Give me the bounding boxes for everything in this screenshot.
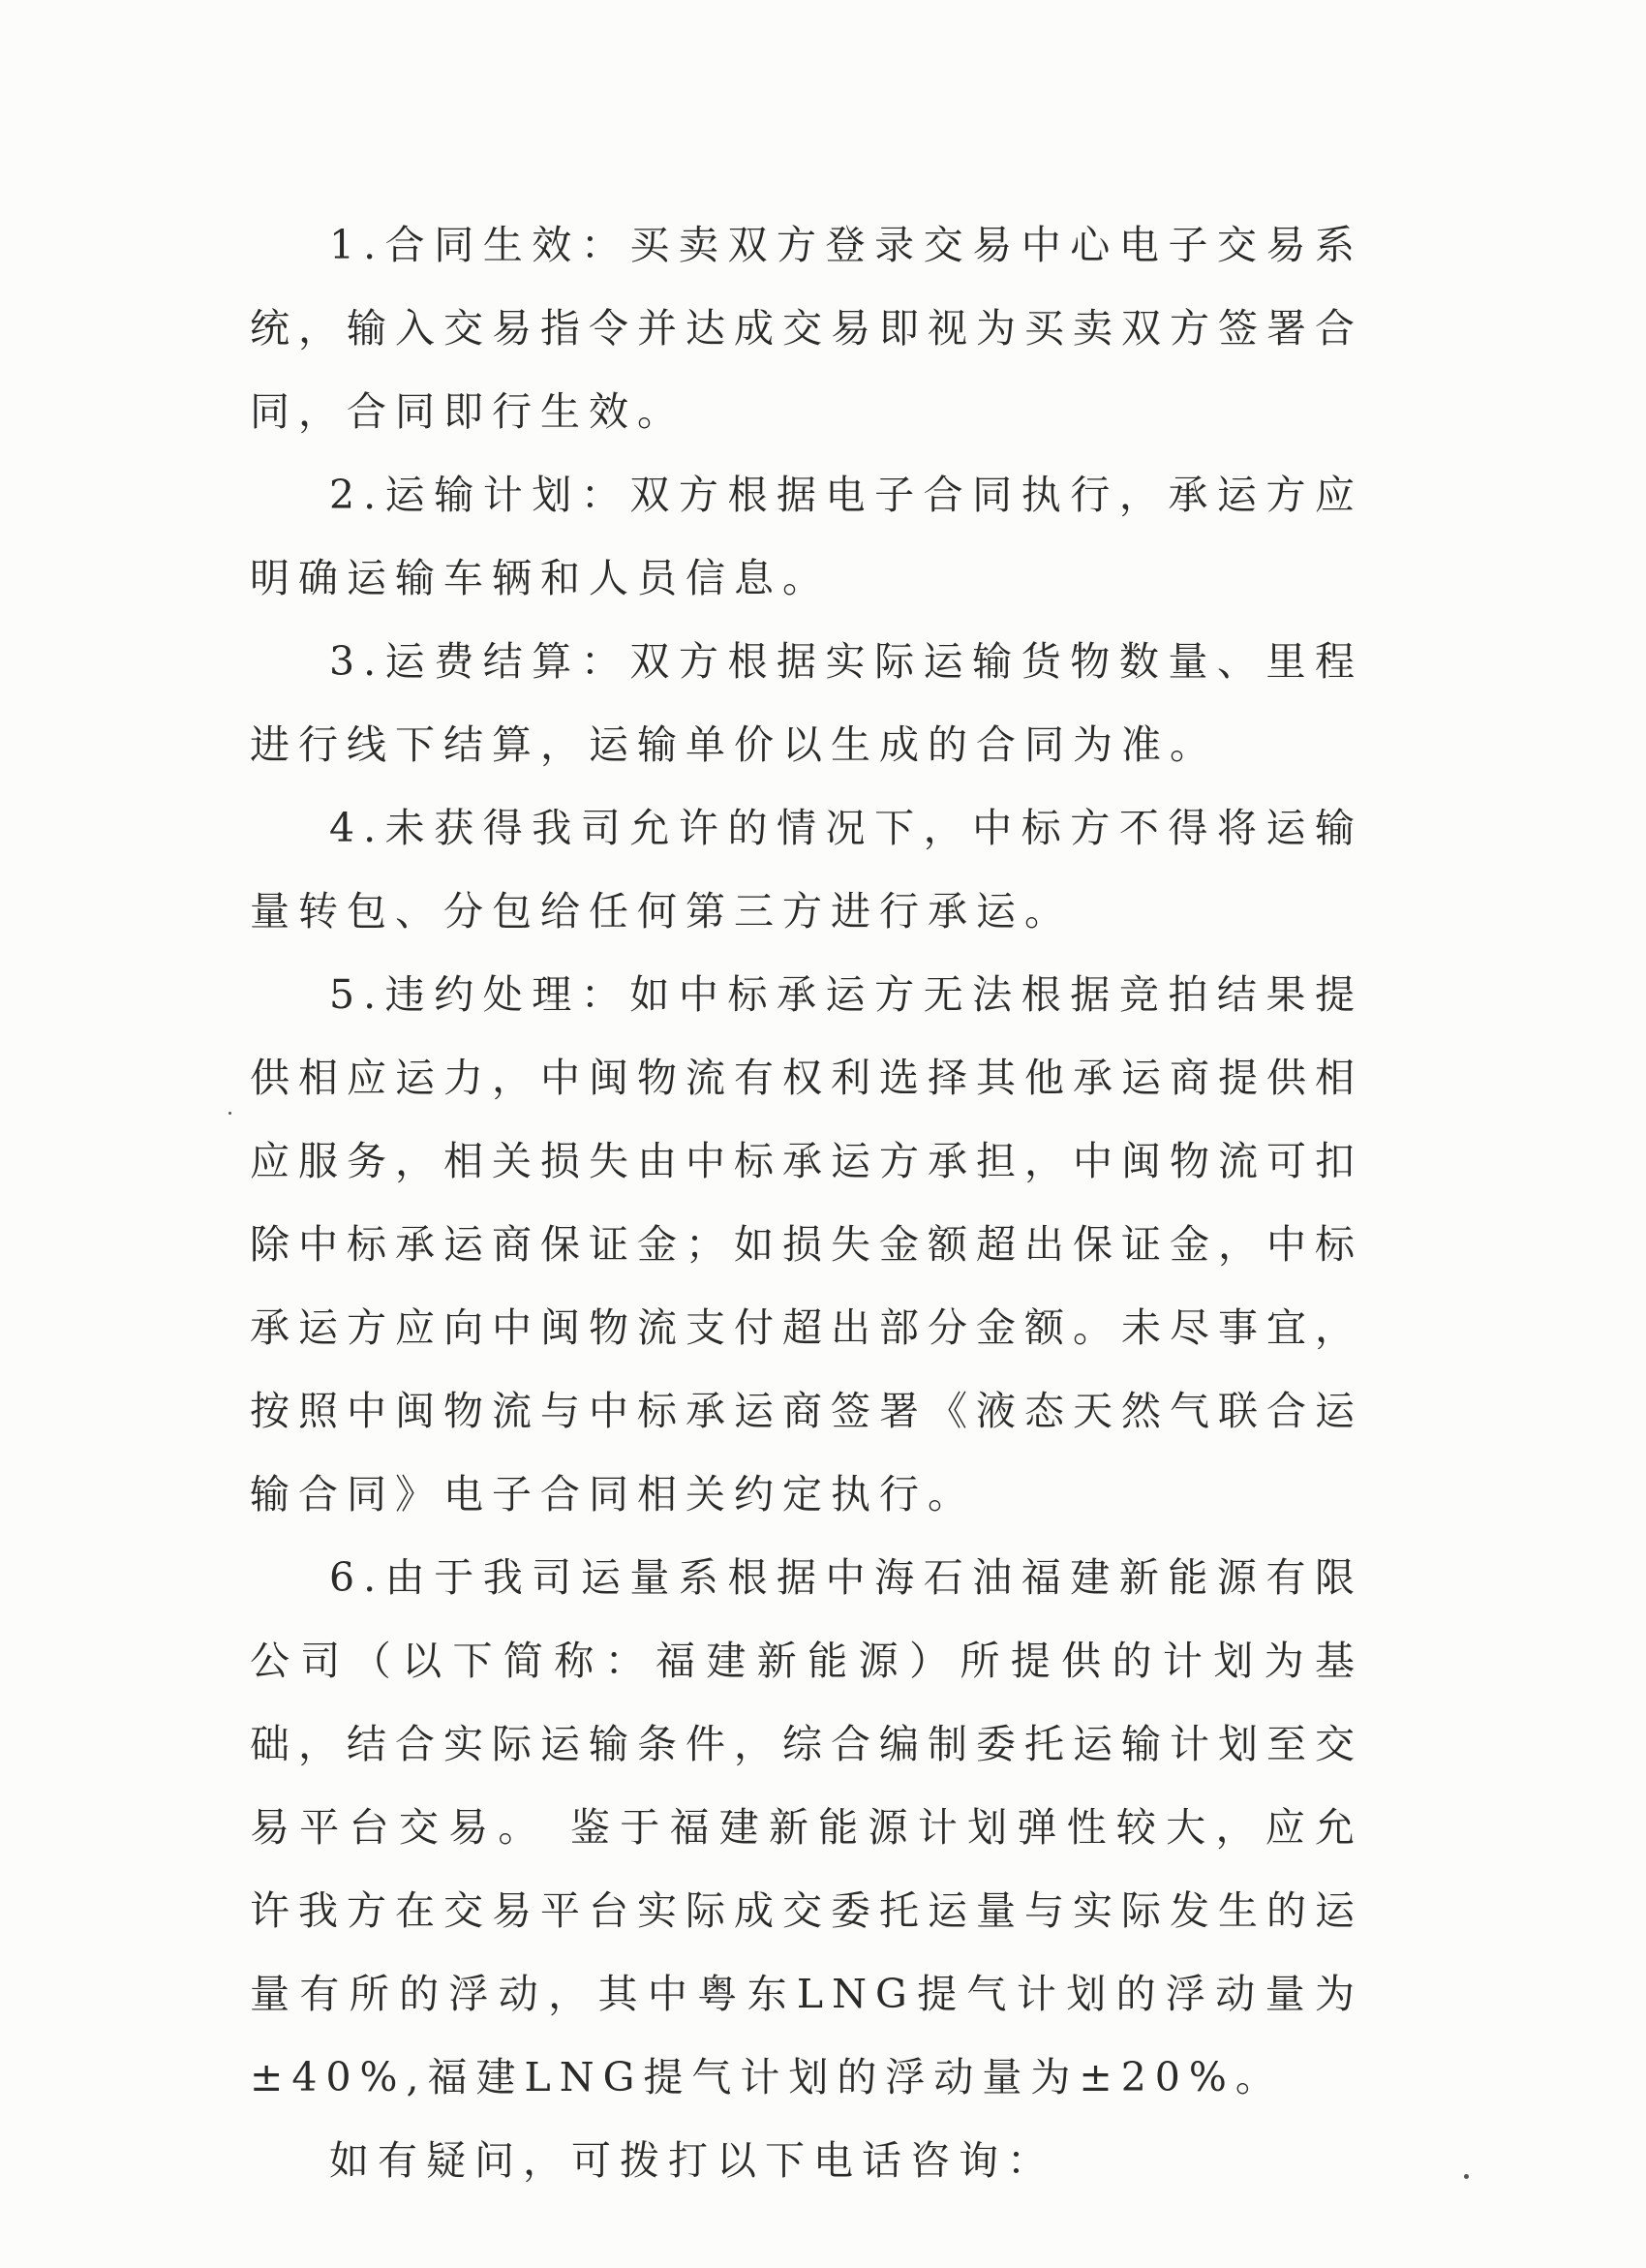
paragraph-contact: 如有疑问，可拨打以下电话咨询：	[329, 2137, 1055, 2184]
paragraph-volume-fluctuation: 6.由于我司运量系根据中海石油福建新能源有限公司（以下简称：福建新能源）所提供的计划为基础，结合实际运输条件，综合编制委托运输计划至交易平台交易。 鉴于福建新能源计划弹性较大，应允许我方在交易平台实际成交委托运量与实际发生的运量有所的浮动，其中粤东LNG提气计划的浮动量为±40%,福建LNG提气计划的浮动量为±20%。	[250, 1554, 1363, 2100]
paragraph-breach-handling: 5.违约处理：如中标承运方无法根据竞拍结果提供相应运力，中闽物流有权利选择其他承运商提供相应服务，相关损失由中标承运方承担，中闽物流可扣除中标承运商保证金；如损失金额超出保证金，中标承运方应向中闽物流支付超出部分金额。未尽事宜，按照中闽物流与中标承运商签署《液态天然气联合运输合同》电子合同相关约定执行。	[250, 971, 1363, 1517]
paragraph-freight-settlement: 3.运费结算：双方根据实际运输货物数量、里程进行线下结算，运输单价以生成的合同为准。	[250, 638, 1363, 768]
document-body	[250, 203, 1363, 2202]
paragraph-contract-effect: 1.合同生效：买卖双方登录交易中心电子交易系统，输入交易指令并达成交易即视为买卖双方签署合同，合同即行生效。	[250, 222, 1363, 435]
paragraph-transport-plan: 2.运输计划：双方根据电子合同执行，承运方应明确运输车辆和人员信息。	[250, 472, 1363, 601]
scan-speck	[229, 1112, 231, 1115]
paragraph-no-subcontract: 4.未获得我司允许的情况下，中标方不得将运输量转包、分包给任何第三方进行承运。	[250, 805, 1363, 935]
scan-speck	[1464, 2174, 1469, 2179]
